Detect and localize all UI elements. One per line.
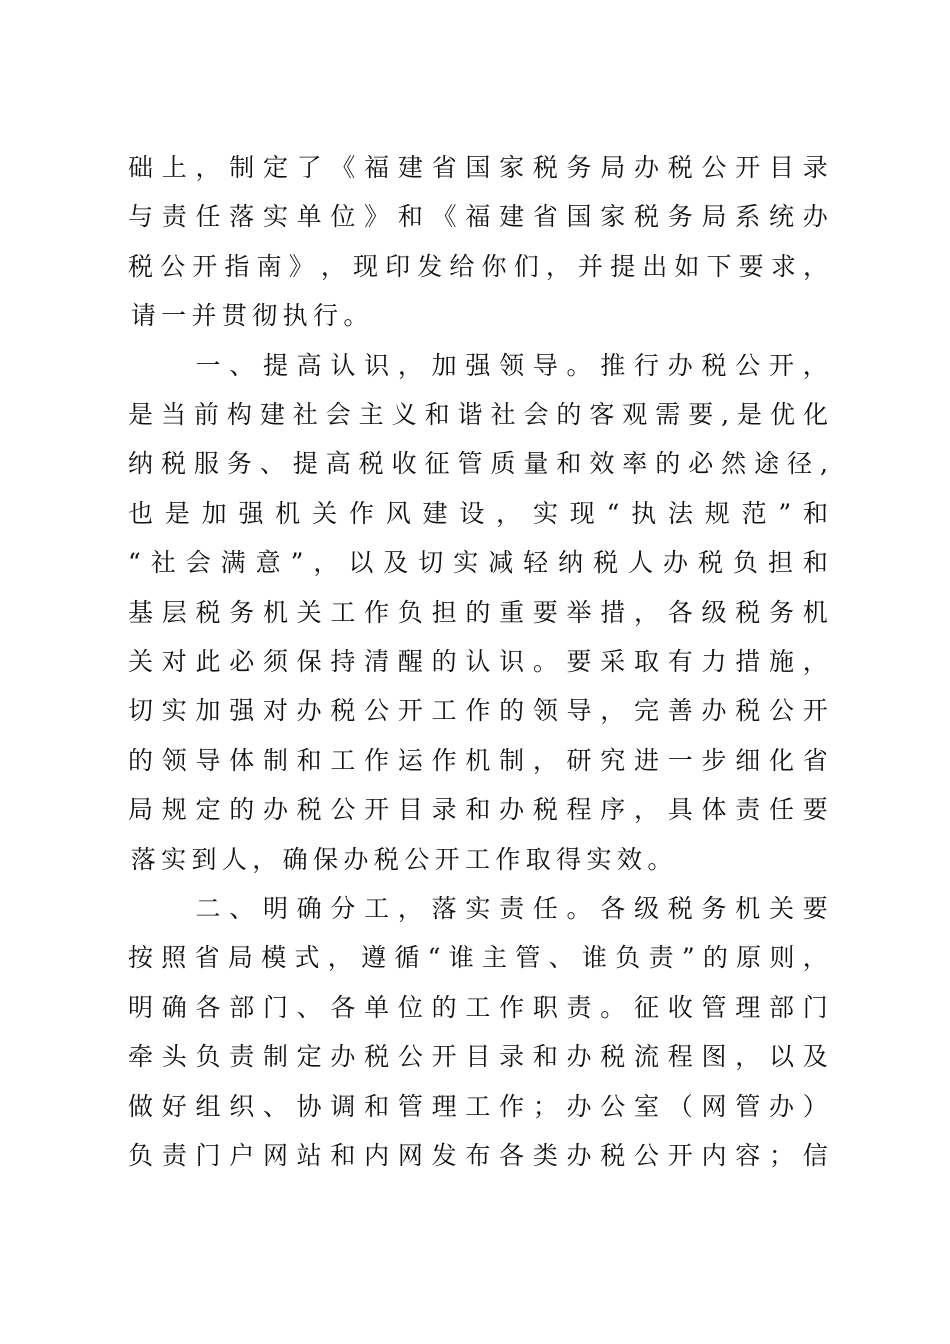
text-line: 切 实 加 强 对 办 税 公 开 工 作 的 领 导 ， 完 善 办 税 公 开 bbox=[128, 696, 828, 726]
text-line: 牵 头 负 责 制 定 办 税 公 开 目 录 和 办 税 流 程 图 ， 以 及 bbox=[128, 1042, 828, 1072]
text-line: 一 、 提 高 认 识 ， 加 强 领 导 。 推 行 办 税 公 开 ， bbox=[195, 350, 828, 380]
text-line: 按 照 省 局 模 式 ， 遵 循 “ 谁 主 管 、 谁 负 责 ” 的 原 则 ， bbox=[128, 943, 828, 973]
text-line: 二 、 明 确 分 工 ， 落 实 责 任 。 各 级 税 务 机 关 要 bbox=[195, 894, 828, 923]
text-line: 做 好 组 织 、 协 调 和 管 理 工 作 ； 办 公 室 （ 网 管 办 ） bbox=[128, 1091, 828, 1121]
text-line: 是 当 前 构 建 社 会 主 义 和 谐 社 会 的 客 观 需 要 , 是 优 化 bbox=[128, 400, 828, 429]
text-line: 明 确 各 部 门 、 各 单 位 的 工 作 职 责 。 征 收 管 理 部 门 bbox=[128, 992, 828, 1022]
text-line: 负 责 门 户 网 站 和 内 网 发 布 各 类 办 税 公 开 内 容 ； 信 bbox=[128, 1141, 828, 1170]
text-line: 税 公 开 指 南 》 ， 现 印 发 给 你 们 ， 并 提 出 如 下 要 求 ， bbox=[128, 251, 828, 281]
text-line: 的 领 导 体 制 和 工 作 运 作 机 制 ， 研 究 进 一 步 细 化 省 bbox=[128, 745, 828, 775]
text-line: 请 一 并 贯 彻 执 行 。 bbox=[130, 301, 369, 331]
text-line: “ 社 会 满 意 ” ， 以 及 切 实 减 轻 纳 税 人 办 税 负 担 和 bbox=[128, 548, 828, 578]
text-line: 与 责 任 落 实 单 位 》 和 《 福 建 省 国 家 税 务 局 系 统 办 bbox=[128, 202, 828, 232]
text-line: 基 层 税 务 机 关 工 作 负 担 的 重 要 举 措 ， 各 级 税 务 机 bbox=[128, 597, 828, 627]
text-line: 落 实 到 人 ， 确 保 办 税 公 开 工 作 取 得 实 效 。 bbox=[130, 844, 673, 874]
text-line: 局 规 定 的 办 税 公 开 目 录 和 办 税 程 序 ， 具 体 责 任 要 bbox=[128, 795, 828, 825]
text-line: 纳 税 服 务 、 提 高 税 收 征 管 质 量 和 效 率 的 必 然 途 径 , bbox=[128, 449, 828, 479]
text-line: 也 是 加 强 机 关 作 风 建 设 ， 实 现 “ 执 法 规 范 ” 和 bbox=[128, 498, 828, 528]
text-line: 础 上 ， 制 定 了 《 福 建 省 国 家 税 务 局 办 税 公 开 目 录 bbox=[128, 153, 828, 182]
text-line: 关 对 此 必 须 保 持 清 醒 的 认 识 。 要 采 取 有 力 措 施 ， bbox=[128, 647, 828, 676]
